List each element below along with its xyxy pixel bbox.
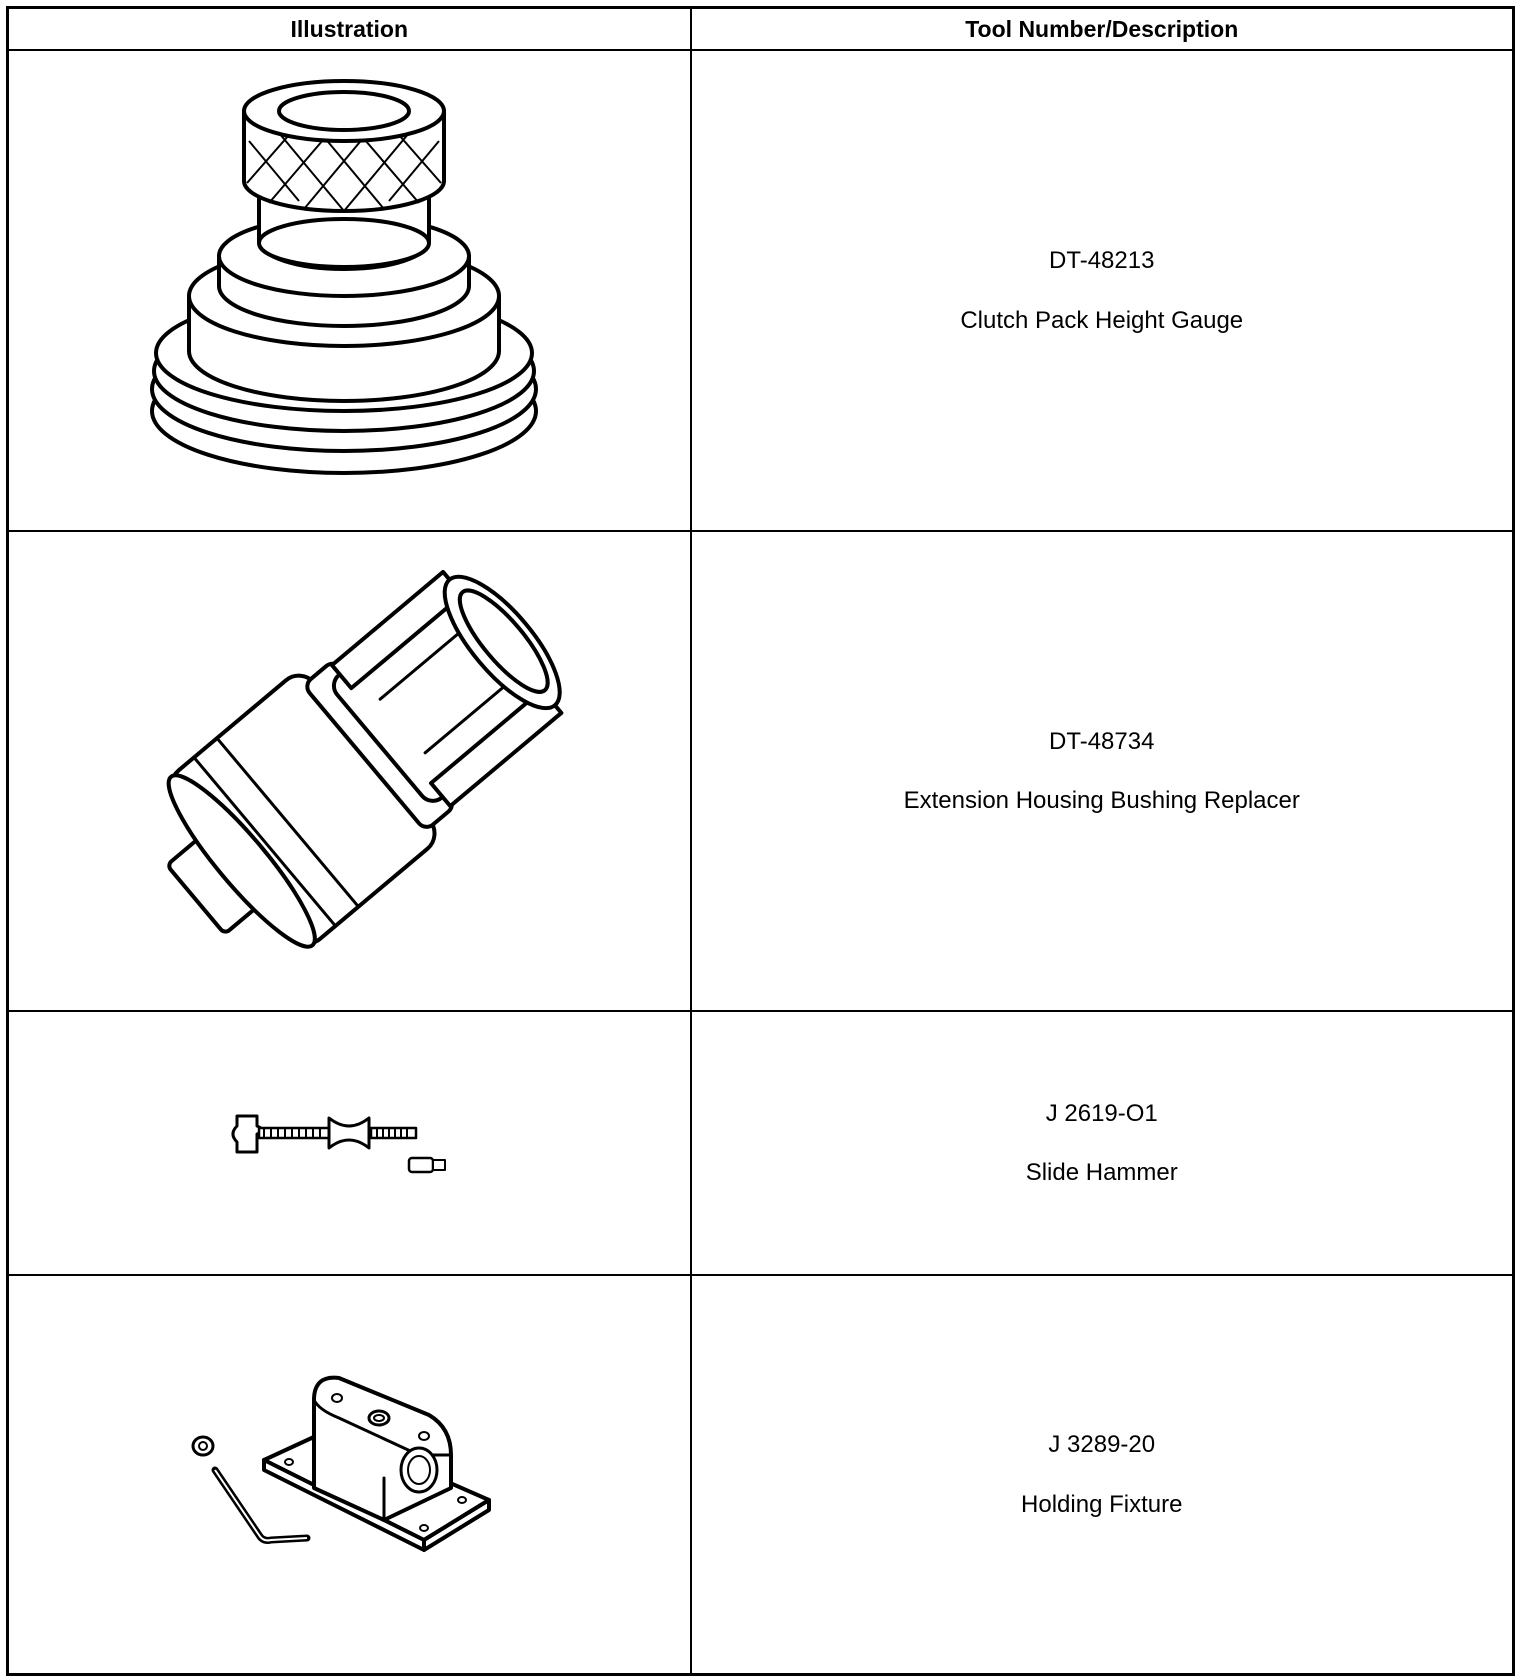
illustration-cell bbox=[8, 1011, 691, 1275]
illustration-cell bbox=[8, 1275, 691, 1675]
header-row bbox=[8, 8, 1514, 51]
slide-hammer-icon bbox=[229, 1108, 469, 1178]
bushing-replacer-icon bbox=[119, 541, 579, 1001]
holding-fixture-icon bbox=[189, 1370, 509, 1580]
clutch-pack-height-gauge-icon bbox=[149, 71, 549, 511]
table-row bbox=[8, 1275, 1514, 1675]
tool-description: Holding Fixture bbox=[1021, 1490, 1183, 1518]
table-row bbox=[8, 1011, 1514, 1275]
tool-description-cell bbox=[691, 1011, 1514, 1275]
tool-description: Extension Housing Bushing Replacer bbox=[903, 787, 1300, 814]
illustration-cell bbox=[8, 531, 691, 1011]
header-illustration: Illustration bbox=[8, 8, 691, 51]
tool-table bbox=[6, 6, 1515, 1676]
tool-description-cell bbox=[691, 531, 1514, 1011]
table-row bbox=[8, 531, 1514, 1011]
tool-description-cell bbox=[691, 1275, 1514, 1675]
tool-number: J 2619-O1 bbox=[1045, 1099, 1158, 1127]
table-row bbox=[8, 50, 1514, 531]
tool-description: Slide Hammer bbox=[1025, 1159, 1178, 1186]
tool-number: J 3289-20 bbox=[1048, 1431, 1156, 1459]
tool-number: DT-48734 bbox=[1049, 727, 1155, 755]
tool-description-cell bbox=[691, 50, 1514, 531]
illustration-cell bbox=[8, 50, 691, 531]
tool-number: DT-48213 bbox=[1049, 247, 1155, 275]
tool-description: Clutch Pack Height Gauge bbox=[960, 306, 1244, 334]
header-tool-number-description: Tool Number/Description bbox=[691, 8, 1514, 51]
